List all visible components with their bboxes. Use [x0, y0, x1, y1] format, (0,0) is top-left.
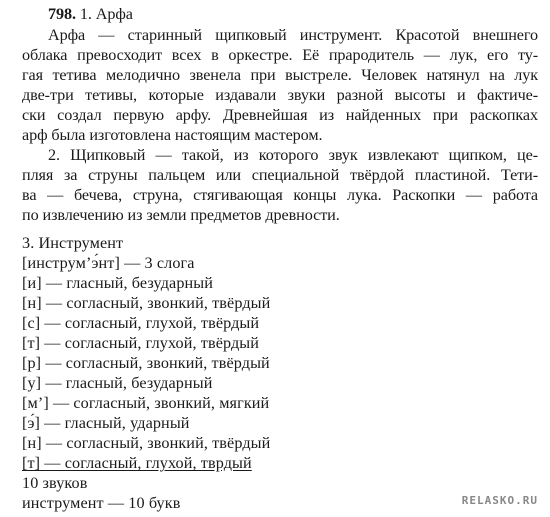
exercise-number: 798. [48, 5, 76, 23]
text-line: ски создал первую арфу. Древнейшая из найденных при раскопках [22, 106, 538, 124]
text-line: Арфа — старинный щипковый инструмент. Красотой внешнего [48, 26, 538, 44]
text-line: гая тетива мелодично звенела при выстреле. Человек натянул на лук [22, 66, 538, 84]
sound-row: [у] — гласный, безударный [22, 374, 213, 392]
text-line: две-три тетивы, которые издавали звуки разной высоты и фактиче- [22, 86, 538, 104]
transcription-line: [инструм’э́нт] — 3 слога [22, 254, 195, 272]
text-line: ва — бечева, струна, стягивающая концы лука. Раскопки — работа [22, 186, 538, 204]
exercise-title: 1. Арфа [79, 5, 133, 23]
sound-row: [н] — согласный, звонкий, твёрдый [22, 294, 271, 312]
text-line: по извлечению из земли предметов древности. [22, 206, 340, 224]
text-line: пляя за струны пальцем или специальной твёрдой пластиной. Тети- [22, 166, 538, 184]
sound-row: [р] — согласный, звонкий, твёрдый [22, 354, 270, 372]
exercise-heading [48, 4, 538, 24]
sound-row: [э́] — гласный, ударный [22, 414, 190, 432]
analysis-heading: 3. Инструмент [22, 234, 124, 252]
sound-row: [с] — согласный, глухой, твёрдый [22, 314, 260, 332]
sound-row: [и] — гласный, безударный [22, 274, 214, 292]
sound-row: [т] — согласный, глухой, твёрдый [22, 334, 260, 352]
sound-row: [м’] — согласный, звонкий, мягкий [22, 394, 270, 412]
sound-row: [н] — согласный, звонкий, твёрдый [22, 434, 271, 452]
sounds-total: 10 звуков [22, 474, 88, 492]
text-line: облака превосходит всех в оркестре. Её прародитель — лук, его ту- [22, 46, 538, 64]
letters-total: инструмент — 10 букв [22, 494, 181, 512]
sound-row-last: [т] — согласный, глухой, тврдый [22, 454, 252, 472]
text-line: арф была изготовлена настоящим мастером. [22, 126, 323, 144]
text-line: 2. Щипковый — такой, из которого звук извлекают щипком, це- [48, 146, 538, 164]
watermark: RELASKO.RU [461, 494, 538, 507]
